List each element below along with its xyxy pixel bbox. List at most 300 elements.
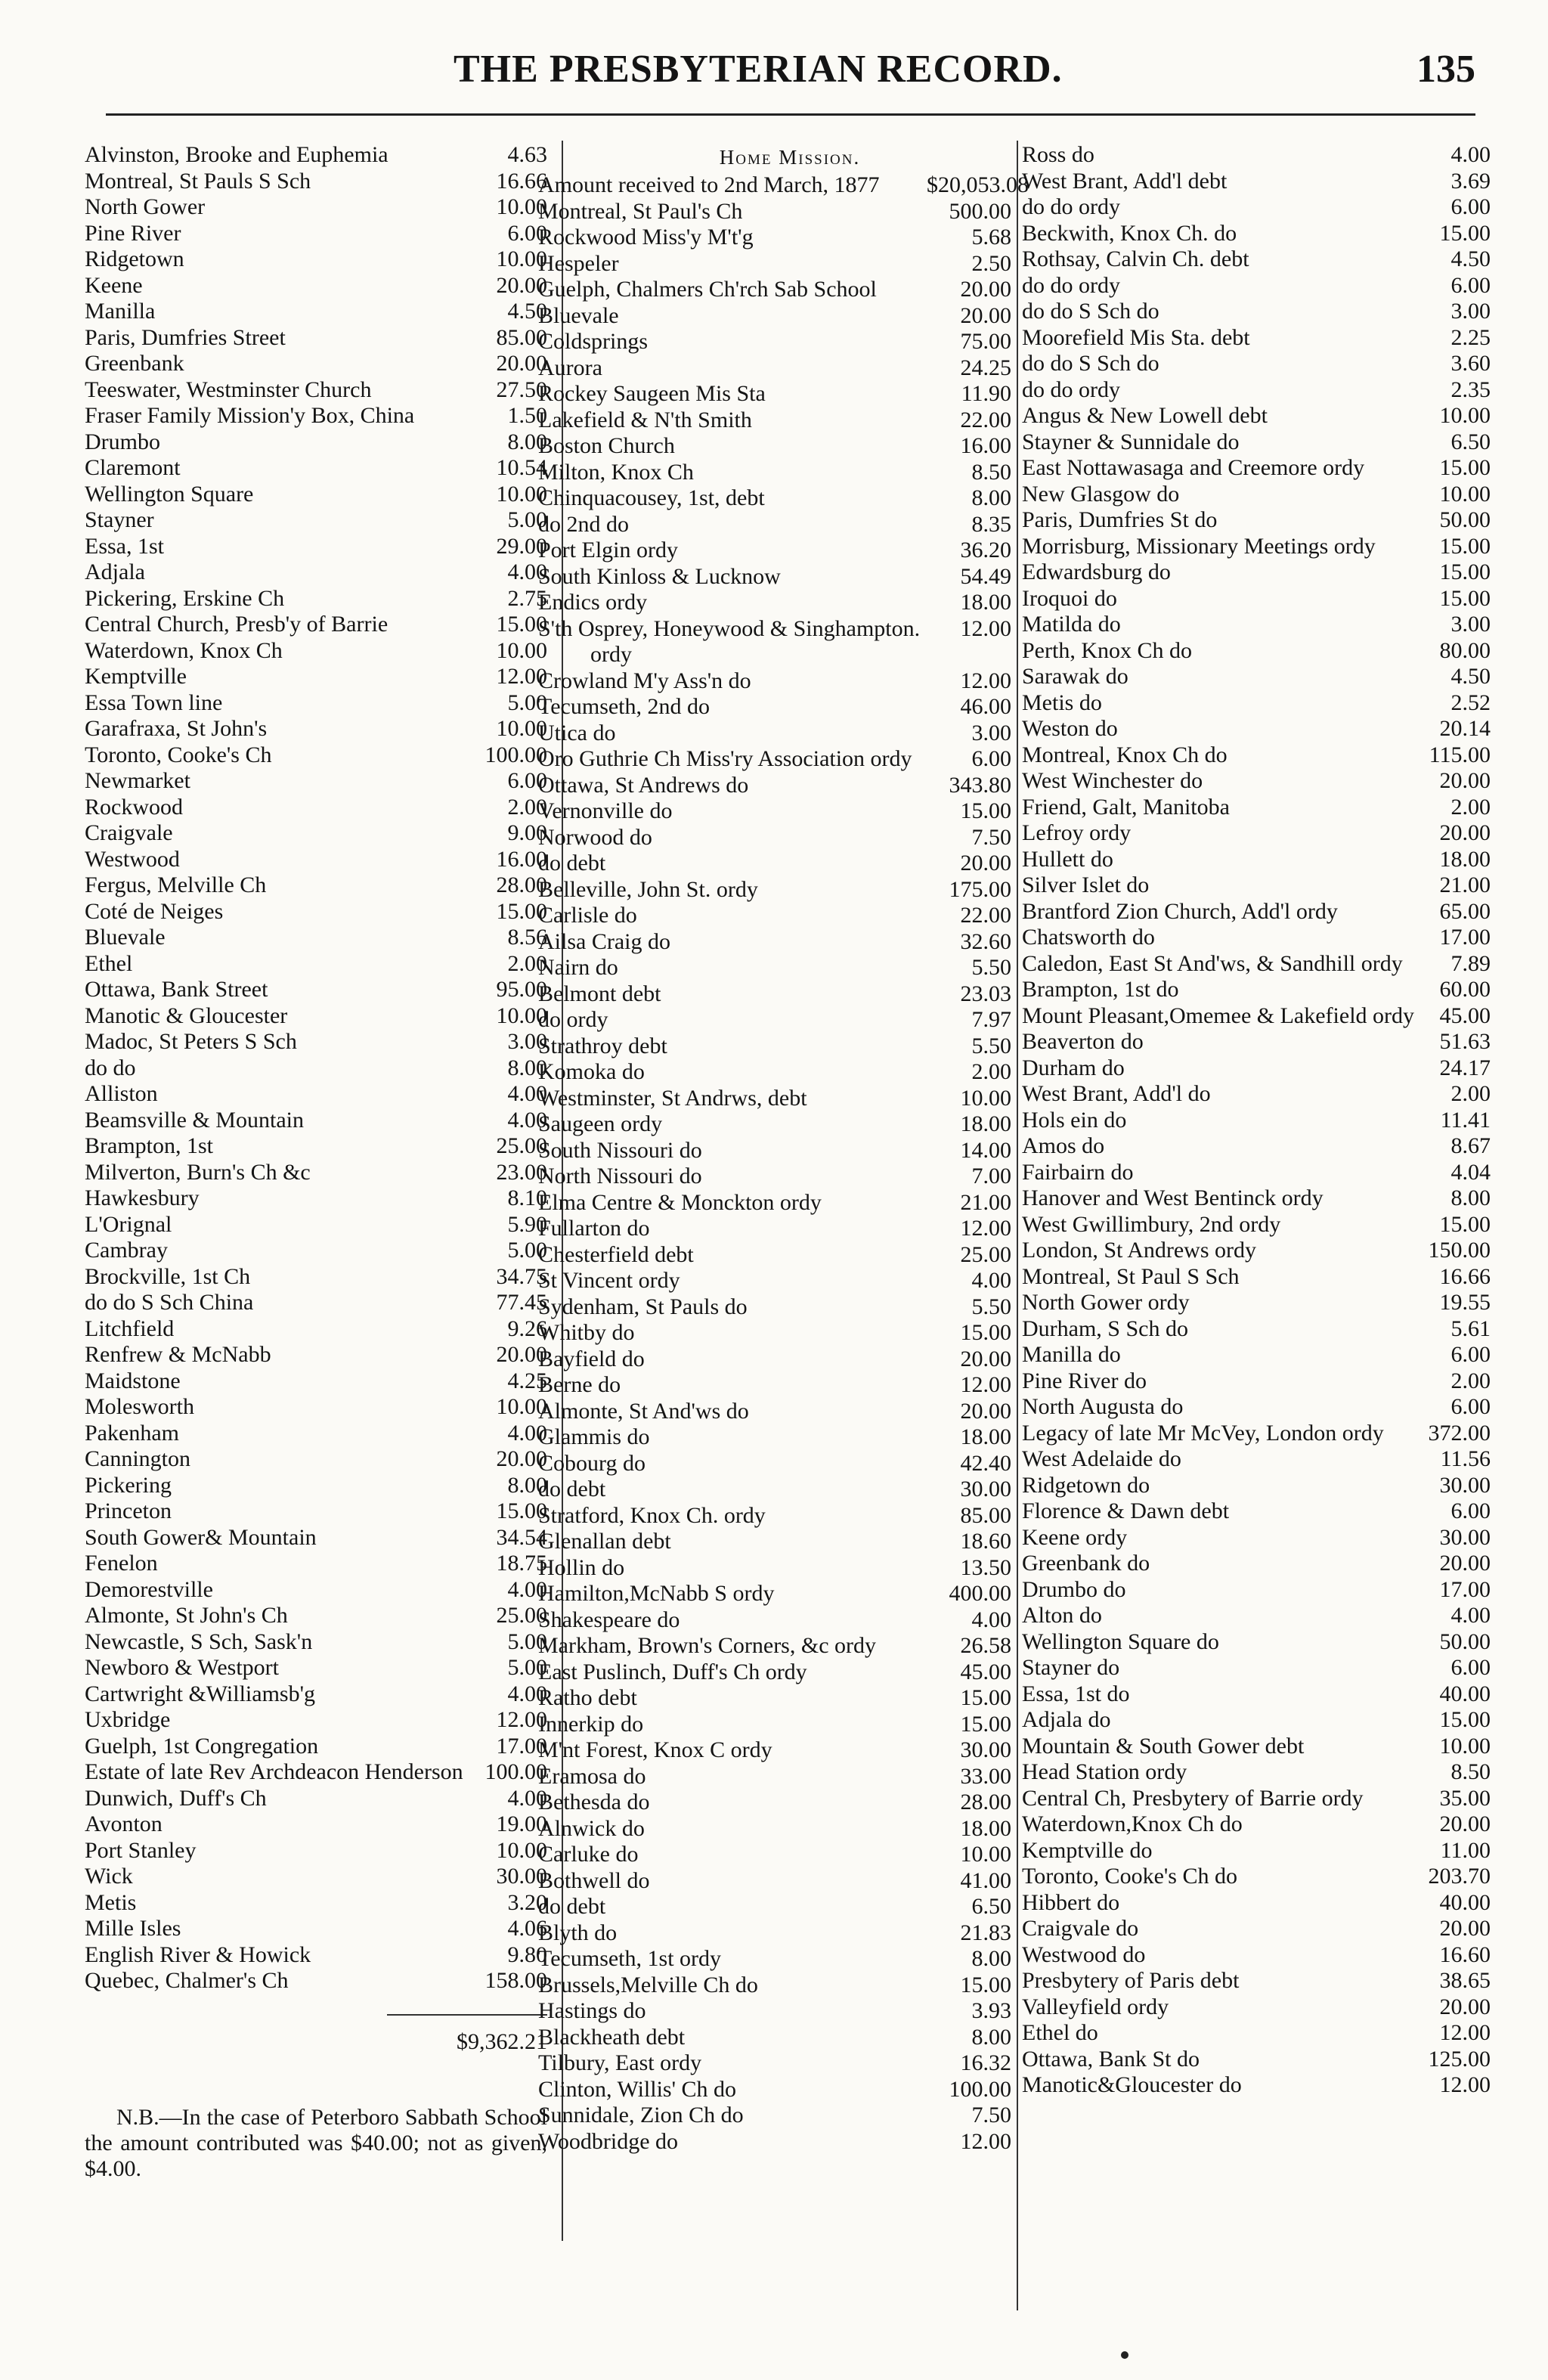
contributor-name: Ridgetown <box>85 246 184 271</box>
list-item <box>538 1372 1011 1399</box>
list-item <box>538 1790 1011 1816</box>
contributor-name: do debt <box>538 1894 606 1919</box>
list-item <box>538 1868 1011 1895</box>
contribution-amount: $20,053.08 <box>927 172 1029 197</box>
contribution-amount: 8.50 <box>1450 1759 1491 1784</box>
list-item <box>85 1734 547 1760</box>
contributor-name: do do S Sch do <box>1022 299 1159 324</box>
contributor-name: East Nottawasaga and Creemore ordy <box>1022 455 1365 480</box>
list-item <box>1022 1681 1491 1708</box>
contributor-name: Wellington Square do <box>1022 1629 1219 1654</box>
list-item <box>1022 142 1491 169</box>
contributor-name: Pine River <box>85 220 181 246</box>
printer-dot <box>1121 2351 1128 2359</box>
contribution-amount: 12.00 <box>960 2128 1011 2154</box>
list-item <box>1022 742 1491 769</box>
contributor-name: West Gwillimbury, 2nd ordy <box>1022 1211 1281 1237</box>
contributor-name: Glammis do <box>538 1424 650 1449</box>
contributor-name: West Adelaide do <box>1022 1446 1181 1471</box>
contributor-name: Manotic & Gloucester <box>85 1003 288 1028</box>
list-item <box>1022 299 1491 325</box>
contributor-name: Hols ein do <box>1022 1107 1127 1133</box>
contribution-amount: 15.00 <box>960 798 1011 823</box>
list-item <box>538 2077 1011 2103</box>
list-item <box>538 381 1011 408</box>
contribution-amount: 4.00 <box>507 1576 547 1602</box>
contribution-amount: 5.00 <box>507 1655 547 1680</box>
contribution-amount: 18.75 <box>496 1551 547 1576</box>
contributor-name: Whitby do <box>538 1320 635 1345</box>
list-item <box>538 1607 1011 1634</box>
contribution-amount: 3.00 <box>1450 299 1491 324</box>
contributor-name: Hibbert do <box>1022 1889 1120 1915</box>
list-item <box>1022 403 1491 429</box>
contributor-name: Brantford Zion Church, Add'l ordy <box>1022 898 1338 924</box>
contribution-amount: 3.20 <box>507 1889 547 1915</box>
contribution-amount: 23.03 <box>960 981 1011 1006</box>
contribution-amount: 8.00 <box>507 1472 547 1498</box>
contribution-amount: 12.00 <box>1439 2020 1491 2045</box>
contributor-name: Newboro & Westport <box>85 1655 279 1680</box>
contribution-amount: 15.00 <box>496 1498 547 1523</box>
contribution-amount: 15.00 <box>960 1972 1011 1997</box>
contribution-list <box>1022 142 1491 2099</box>
contribution-amount: 7.50 <box>971 2103 1011 2127</box>
list-item <box>85 1055 547 1082</box>
contributor-name: Aurora <box>538 355 602 380</box>
list-item <box>538 1138 1011 1164</box>
contribution-amount: 30.00 <box>960 1737 1011 1762</box>
contribution-amount: 8.00 <box>507 429 547 454</box>
contributor-name: Essa Town line <box>85 690 223 715</box>
list-item <box>538 1737 1011 1764</box>
contributor-name: London, St Andrews ordy <box>1022 1238 1256 1263</box>
contribution-amount: 4.06 <box>507 1916 547 1941</box>
list-item <box>85 1446 547 1473</box>
contribution-amount: 2.50 <box>971 250 1011 276</box>
contributor-name: English River & Howick <box>85 1941 311 1967</box>
contributor-name: Mount Pleasant,Omemee & Lakefield ordy <box>1022 1003 1415 1028</box>
list-item <box>85 795 547 821</box>
list-item <box>85 1890 547 1917</box>
list-item <box>1022 1238 1491 1264</box>
list-item <box>538 825 1011 851</box>
contribution-amount: 8.00 <box>971 485 1011 510</box>
list-item <box>85 1811 547 1838</box>
contributor-name: Alnwick do <box>538 1815 645 1841</box>
contributor-name: do debt <box>538 1477 606 1501</box>
contribution-amount: 10.00 <box>960 1842 1011 1867</box>
contributor-name: Carluke do <box>538 1842 639 1867</box>
column-divider <box>1017 141 1018 2310</box>
contributor-name: Craigvale do <box>1022 1916 1139 1941</box>
list-item <box>85 377 547 404</box>
contribution-amount: 2.00 <box>507 794 547 820</box>
contribution-amount: 3.00 <box>507 1029 547 1054</box>
contribution-amount: 4.00 <box>1450 142 1491 167</box>
contribution-amount: 20.00 <box>1439 1994 1491 2019</box>
list-item <box>1022 1081 1491 1108</box>
list-item <box>1022 664 1491 690</box>
contribution-amount: 10.00 <box>496 1003 547 1028</box>
contribution-amount: 20.00 <box>960 1346 1011 1371</box>
contributor-name: South Gower& Mountain <box>85 1524 317 1550</box>
contributor-name: Wellington Square <box>85 481 254 507</box>
contribution-amount: 21.00 <box>960 1189 1011 1215</box>
contribution-amount: 30.00 <box>496 1864 547 1889</box>
contributor-name: Kemptville <box>85 664 187 689</box>
contributor-name: Metis do <box>1022 690 1102 715</box>
contribution-amount: 100.00 <box>949 2076 1011 2102</box>
contributor-name: Edwardsburg do <box>1022 559 1171 584</box>
contributor-name: Central Ch, Presbytery of Barrie ordy <box>1022 1785 1364 1811</box>
contributor-name: Newcastle, S Sch, Sask'n <box>85 1629 313 1654</box>
list-item <box>1022 1811 1491 1838</box>
contribution-amount: 3.00 <box>971 720 1011 745</box>
list-item <box>1022 1055 1491 1082</box>
list-item <box>85 1212 547 1238</box>
contribution-amount: 24.25 <box>960 355 1011 380</box>
list-item <box>1022 768 1491 795</box>
list-item <box>1022 1368 1491 1395</box>
column-3 <box>1022 142 1491 2099</box>
contribution-amount: 11.41 <box>1440 1107 1491 1133</box>
list-item <box>538 1920 1011 1947</box>
contribution-amount: 4.00 <box>507 1420 547 1446</box>
contributor-name: Iroquoi do <box>1022 585 1117 611</box>
list-item <box>1022 1003 1491 1030</box>
contributor-name: Brussels,Melville Ch do <box>538 1972 758 1997</box>
list-item <box>538 538 1011 564</box>
contribution-amount: 4.00 <box>1450 1603 1491 1628</box>
list-item <box>85 690 547 717</box>
contribution-amount: 100.00 <box>485 1759 547 1784</box>
list-item <box>1022 1264 1491 1291</box>
list-item <box>1022 377 1491 404</box>
contribution-amount: 30.00 <box>1439 1524 1491 1550</box>
contribution-amount: 5.00 <box>507 507 547 532</box>
list-item <box>1022 1212 1491 1238</box>
contributor-name: Shakespeare do <box>538 1607 680 1632</box>
contributor-name: Bayfield do <box>538 1346 645 1371</box>
list-item <box>85 429 547 456</box>
list-item <box>85 351 547 377</box>
contribution-amount: 115.00 <box>1429 742 1491 767</box>
contributor-name: Teeswater, Westminster Church <box>85 377 372 402</box>
list-item <box>1022 1655 1491 1681</box>
contribution-amount: 4.00 <box>507 1081 547 1106</box>
list-item <box>538 1034 1011 1060</box>
list-item <box>538 1190 1011 1216</box>
contributor-name: North Augusta do <box>1022 1394 1184 1419</box>
contributor-name: Madoc, St Peters S Sch <box>85 1029 297 1054</box>
contributor-name: Alliston <box>85 1081 158 1106</box>
contribution-amount: 22.00 <box>960 407 1011 432</box>
contribution-amount: 3.60 <box>1450 351 1491 376</box>
contributor-name: Sarawak do <box>1022 664 1128 689</box>
contributor-name: Clinton, Willis' Ch do <box>538 2076 737 2102</box>
contributor-name: Newmarket <box>85 768 190 793</box>
list-item <box>538 1633 1011 1659</box>
contribution-amount: 16.66 <box>496 168 547 194</box>
list-item <box>1022 847 1491 873</box>
contribution-amount: 8.35 <box>971 511 1011 537</box>
contributor-name: Uxbridge <box>85 1707 171 1732</box>
contributor-name: South Nissouri do <box>538 1137 702 1163</box>
column-1 <box>85 142 547 2182</box>
contribution-amount: 17.00 <box>1439 1576 1491 1602</box>
contributor-name: Stratford, Knox Ch. ordy <box>538 1502 766 1528</box>
contributor-name: Morrisburg, Missionary Meetings ordy <box>1022 533 1376 559</box>
contribution-amount: 2.75 <box>507 585 547 611</box>
list-item <box>1022 977 1491 1003</box>
contributor-name: Legacy of late Mr McVey, London ordy <box>1022 1420 1384 1446</box>
contributor-name: Cambray <box>85 1238 168 1263</box>
contribution-amount: 20.00 <box>960 277 1011 302</box>
contribution-amount: 15.00 <box>1439 220 1491 246</box>
contribution-amount: 10.00 <box>496 1837 547 1863</box>
contribution-amount: 18.00 <box>960 1424 1011 1449</box>
contribution-amount: 6.00 <box>971 746 1011 771</box>
contribution-amount: 23.00 <box>496 1159 547 1185</box>
contributor-name: Endics ordy <box>538 590 648 615</box>
contribution-amount: 6.00 <box>1450 1655 1491 1680</box>
section-title: Home Mission. <box>719 146 861 169</box>
contribution-amount: 20.00 <box>496 1446 547 1471</box>
list-item <box>1022 1734 1491 1760</box>
contributor-name: Hanover and West Bentinck ordy <box>1022 1185 1324 1210</box>
contribution-amount: 8.00 <box>971 1946 1011 1971</box>
contribution-amount: 4.00 <box>971 1607 1011 1632</box>
list-item <box>538 433 1011 460</box>
contributor-name: Port Stanley <box>85 1837 197 1863</box>
list-item <box>538 225 1011 251</box>
list-item <box>1022 1421 1491 1447</box>
contributor-name: Beckwith, Knox Ch. do <box>1022 220 1237 246</box>
contributor-name: Paris, Dumfries St do <box>1022 507 1218 532</box>
list-item <box>85 1864 547 1890</box>
contribution-amount: 20.00 <box>960 851 1011 875</box>
column-2 <box>538 142 1029 2155</box>
contribution-amount: 9.00 <box>507 820 547 845</box>
contribution-amount: 12.00 <box>960 1372 1011 1397</box>
contributor-name: Stayner do <box>1022 1655 1120 1680</box>
list-item <box>85 1368 547 1395</box>
contribution-amount: 19.00 <box>496 1811 547 1836</box>
contribution-amount: 16.60 <box>1439 1941 1491 1967</box>
list-item <box>538 877 1011 903</box>
contributor-name: Garafraxa, St John's <box>85 716 268 741</box>
contributor-name: S'th Osprey, Honeywood & Singhampton. ordy <box>538 615 921 667</box>
contribution-amount: 3.93 <box>971 1998 1011 2023</box>
list-item <box>1022 1629 1491 1656</box>
contribution-amount: 11.00 <box>1440 1837 1491 1863</box>
list-item <box>1022 507 1491 534</box>
list-item <box>1022 1029 1491 1055</box>
contribution-amount: 18.00 <box>960 1111 1011 1136</box>
list-item <box>538 955 1011 981</box>
contribution-amount: 16.66 <box>1439 1263 1491 1289</box>
list-item <box>85 820 547 847</box>
contributor-name: West Brant, Add'l debt <box>1022 168 1228 194</box>
list-item <box>1022 1864 1491 1890</box>
contributor-name: Bothwell do <box>538 1867 650 1893</box>
contribution-amount: 21.00 <box>1439 872 1491 897</box>
contributor-name: Ottawa, Bank St do <box>1022 2046 1200 2072</box>
contributor-name: Mountain & South Gower debt <box>1022 1733 1305 1759</box>
contribution-amount: 40.00 <box>1439 1889 1491 1915</box>
list-item <box>85 664 547 690</box>
contributor-name: M'nt Forest, Knox C ordy <box>538 1737 772 1762</box>
list-item <box>538 616 1011 668</box>
list-item <box>1022 221 1491 247</box>
list-item <box>85 1238 547 1264</box>
contribution-amount: 6.00 <box>507 768 547 793</box>
contribution-amount: 34.54 <box>496 1524 547 1550</box>
contributor-name: Belmont debt <box>538 981 661 1006</box>
list-item <box>85 586 547 612</box>
contributor-name: Sunnidale, Zion Ch do <box>538 2103 744 2127</box>
list-item <box>85 1603 547 1629</box>
contribution-amount: 20.00 <box>496 272 547 298</box>
list-item <box>85 299 547 325</box>
list-item <box>538 1399 1011 1425</box>
contributor-name: do do <box>85 1055 136 1080</box>
list-item <box>85 1133 547 1160</box>
list-item <box>85 1629 547 1656</box>
list-item <box>538 746 1011 773</box>
list-item <box>1022 1525 1491 1551</box>
contributor-name: Guelph, 1st Congregation <box>85 1733 319 1759</box>
contributor-name: Pine River do <box>1022 1368 1147 1393</box>
list-item <box>1022 1577 1491 1604</box>
contribution-amount: 20.00 <box>1439 1916 1491 1941</box>
list-item <box>538 355 1011 382</box>
contribution-amount: 9.80 <box>507 1941 547 1967</box>
list-item <box>85 1081 547 1108</box>
contribution-amount: 6.00 <box>1450 272 1491 298</box>
list-item <box>1022 1498 1491 1525</box>
list-item <box>85 768 547 795</box>
contribution-amount: 6.00 <box>1450 1394 1491 1419</box>
contribution-amount: 45.00 <box>1439 1003 1491 1028</box>
list-item <box>85 221 547 247</box>
contributor-name: Beaverton do <box>1022 1029 1144 1054</box>
contribution-amount: 7.50 <box>971 824 1011 850</box>
contribution-amount: 20.00 <box>1439 820 1491 845</box>
contribution-amount: 500.00 <box>949 198 1011 224</box>
contributor-name: Essa, 1st <box>85 533 164 559</box>
contribution-amount: 10.00 <box>496 246 547 271</box>
contribution-amount: 10.00 <box>496 716 547 741</box>
list-item <box>538 277 1011 303</box>
contribution-amount: 38.65 <box>1439 1968 1491 1993</box>
contributor-name: Greenbank <box>85 351 184 376</box>
contributor-name: Vernonville do <box>538 798 673 823</box>
contributor-name: Valleyfield ordy <box>1022 1994 1169 2019</box>
list-item <box>1022 482 1491 508</box>
contribution-amount: 5.50 <box>971 955 1011 980</box>
contributor-name: Amount received to 2nd March, 1877 <box>538 172 880 197</box>
list-item <box>85 847 547 873</box>
contribution-amount: 2.35 <box>1450 377 1491 402</box>
list-item <box>538 1555 1011 1582</box>
contribution-amount: 40.00 <box>1439 1681 1491 1706</box>
contributor-name: Avonton <box>85 1811 163 1836</box>
contribution-amount: 10.00 <box>496 637 547 663</box>
contribution-amount: 12.00 <box>960 615 1011 641</box>
contribution-amount: 18.00 <box>960 590 1011 615</box>
contribution-amount: 5.50 <box>971 1294 1011 1319</box>
contributor-name: Hullett do <box>1022 846 1113 872</box>
contribution-amount: 6.00 <box>1450 194 1491 219</box>
list-item <box>538 1007 1011 1034</box>
contributor-name: Maidstone <box>85 1368 181 1393</box>
list-item <box>85 1473 547 1499</box>
contribution-amount: 15.00 <box>1439 455 1491 480</box>
contributor-name: Cartwright &Williamsb'g <box>85 1681 315 1706</box>
contributor-name: do do ordy <box>1022 272 1120 298</box>
list-item <box>538 1842 1011 1868</box>
contributor-name: Ottawa, St Andrews do <box>538 772 749 798</box>
contribution-amount: 16.00 <box>496 846 547 872</box>
contributor-name: Stayner <box>85 507 154 532</box>
list-item <box>538 303 1011 330</box>
contribution-amount: 19.55 <box>1439 1290 1491 1315</box>
contribution-amount: 10.00 <box>496 481 547 507</box>
list-item <box>1022 1759 1491 1786</box>
contribution-amount: 32.60 <box>960 928 1011 954</box>
contribution-amount: 7.97 <box>971 1007 1011 1032</box>
contribution-amount: 203.70 <box>1428 1864 1491 1889</box>
contribution-amount: 7.00 <box>971 1164 1011 1188</box>
contributor-name: Pickering <box>85 1472 172 1498</box>
contribution-amount: 65.00 <box>1439 898 1491 924</box>
list-item <box>1022 1342 1491 1368</box>
contribution-amount: 2.00 <box>1450 1081 1491 1106</box>
contributor-name: Alvinston, Brooke and Euphemia <box>85 142 389 167</box>
contributor-name: Bethesda do <box>538 1790 650 1814</box>
contributor-name: Rockwood Miss'y M't'g <box>538 225 754 249</box>
contributor-name: Pakenham <box>85 1420 179 1446</box>
list-item <box>538 1424 1011 1451</box>
list-item <box>538 2050 1011 2077</box>
contributor-name: Drumbo do <box>1022 1576 1126 1602</box>
contributor-name: Westwood do <box>1022 1941 1146 1967</box>
contributor-name: Guelph, Chalmers Ch'rch Sab School <box>538 277 877 302</box>
list-item <box>538 773 1011 799</box>
contribution-amount: 20.14 <box>1439 716 1491 741</box>
list-item <box>85 1525 547 1551</box>
list-item <box>538 1320 1011 1346</box>
contribution-amount: 8.00 <box>507 1055 547 1080</box>
contributor-name: Tilbury, East ordy <box>538 2050 702 2075</box>
contribution-amount: 18.00 <box>1439 846 1491 872</box>
list-item <box>85 1577 547 1604</box>
list-item <box>85 507 547 534</box>
contribution-amount: 42.40 <box>960 1450 1011 1476</box>
contribution-amount: 2.00 <box>1450 794 1491 820</box>
contributor-name: Strathroy debt <box>538 1033 667 1058</box>
total-amount: $9,362.21 <box>387 2014 547 2055</box>
contributor-name: Tecumseth, 2nd do <box>538 694 711 719</box>
contributor-name: Montreal, St Paul S Sch <box>1022 1263 1240 1289</box>
contributor-name: Westminster, St Andrws, debt <box>538 1085 807 1111</box>
list-item <box>538 694 1011 721</box>
contributor-name: Komoka do <box>538 1059 645 1084</box>
contributor-name: Central Church, Presb'y of Barrie <box>85 612 389 637</box>
contribution-amount: 75.00 <box>960 329 1011 354</box>
